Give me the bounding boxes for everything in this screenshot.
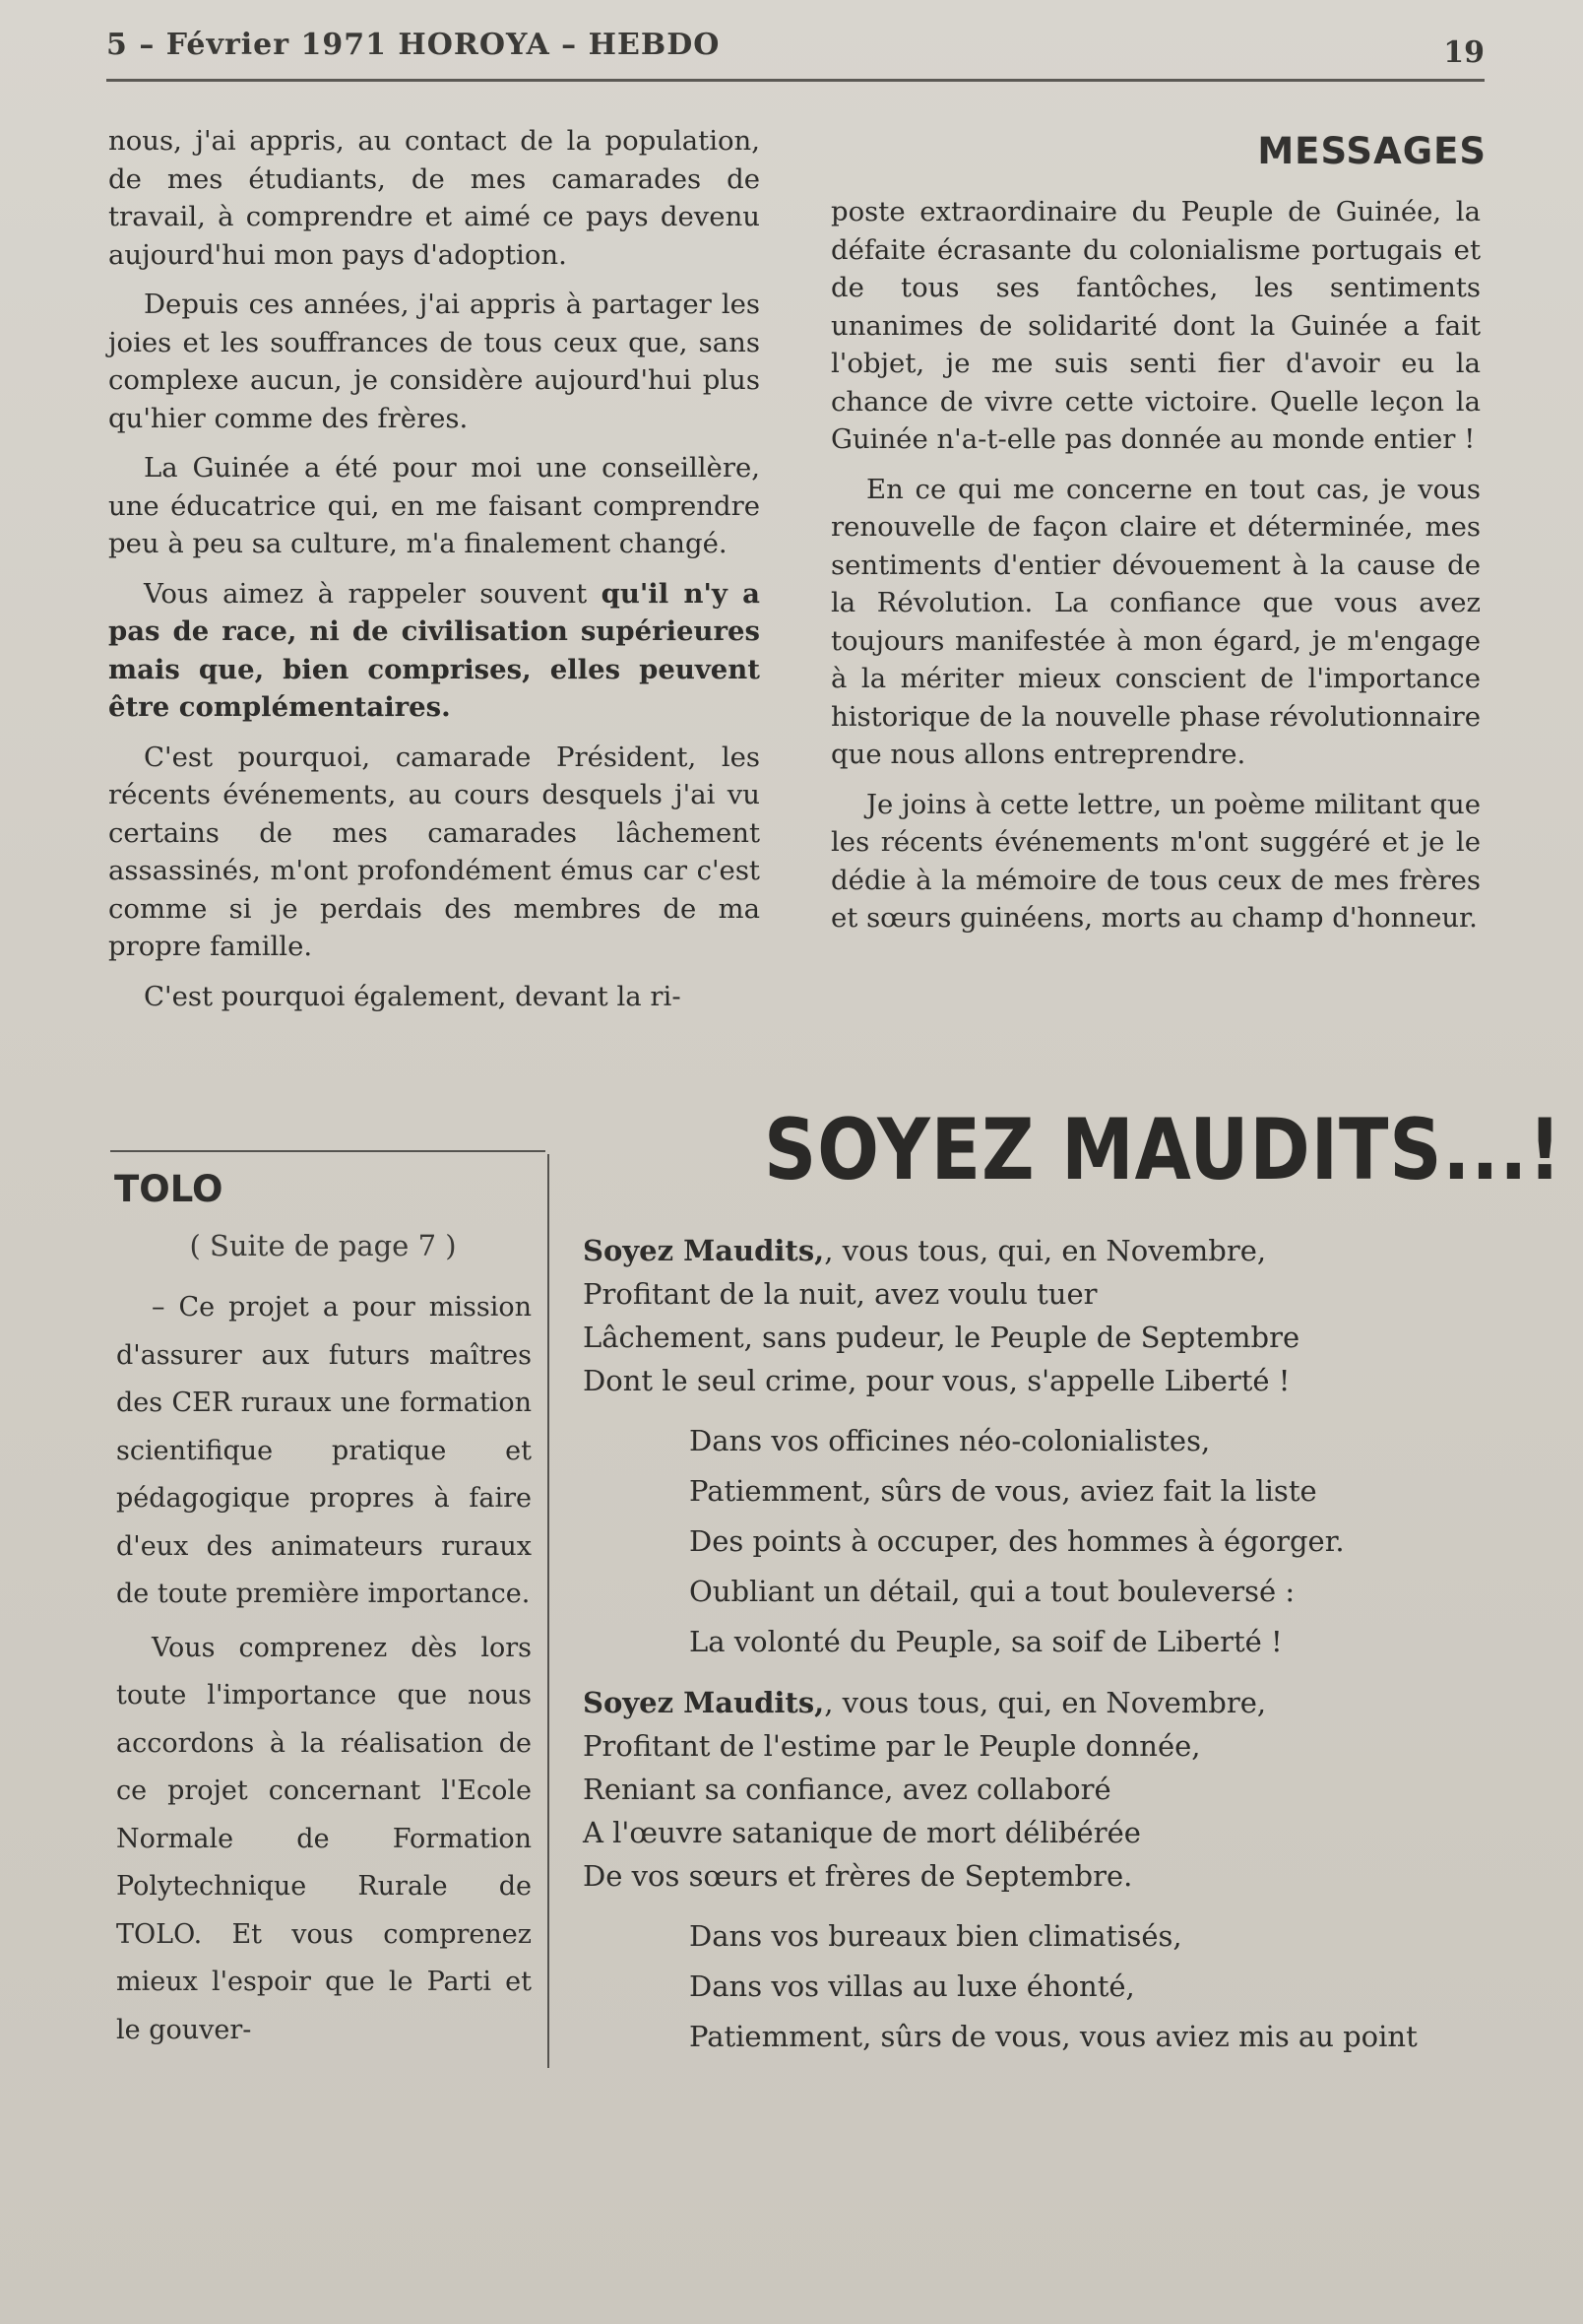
poem-verse: Oubliant un détail, qui a tout bouleversé : <box>689 1575 1296 1608</box>
poem-verse: La volonté du Peuple, sa soif de Liberté ! <box>689 1625 1283 1658</box>
verse-text: , vous tous, qui, en Novembre, <box>824 1686 1267 1719</box>
poem-title: SOYEZ MAUDITS...! <box>764 1101 1562 1199</box>
poem-verse: Lâchement, sans pudeur, le Peuple de Septembre <box>583 1321 1300 1354</box>
poem-verse: Dans vos officines néo-colonialistes, <box>689 1424 1211 1457</box>
poem-verse: Patiemment, sûrs de vous, vous aviez mis au point <box>689 2020 1418 2053</box>
tolo-title: TOLO <box>114 1168 223 1210</box>
paragraph: Depuis ces années, j'ai appris à partager les joies et les souffrances de tous ceux que, sans complexe aucun, je considère aujourd'hui plus qu'hier comme des frères. <box>108 289 760 434</box>
poem-verse: Profitant de l'estime par le Peuple donnée, <box>583 1729 1201 1763</box>
paragraph: En ce qui me concerne en tout cas, je vous renouvelle de façon claire et déterminée, mes sentiments d'entier dévouement à la cause de la Révolution. La confiance que vous avez toujours manifestée à mon égard, je m'engage à la mériter mieux conscient de l'importance historique de la nouvelle phase révolutionnaire que nous allons entreprendre. <box>831 473 1481 770</box>
paragraph-with-emphasis <box>108 575 760 727</box>
sidebar-top-rule <box>110 1150 545 1152</box>
paragraph: poste extraordinaire du Peuple de Guinée, la défaite écrasante du colonialisme portugais et de tous ses fantôches, les sentiments unanimes de solidarité dont la Guinée a fait l'objet, je me suis senti fier d'avoir eu la chance de vivre cette victoire. Quelle leçon la Guinée n'a-t-elle pas donnée au monde entier ! <box>831 196 1481 455</box>
poem-lead-words: Soyez Maudits, <box>583 1686 825 1719</box>
poem-verse: Reniant sa confiance, avez collaboré <box>583 1773 1111 1806</box>
paragraph: C'est pourquoi également, devant la ri- <box>144 980 681 1012</box>
section-heading-messages: MESSAGES <box>1257 130 1487 172</box>
verse-text: , vous tous, qui, en Novembre, <box>824 1234 1267 1267</box>
paragraph: – Ce projet a pour mission d'assurer aux futurs maîtres des CER ruraux une formation scientifique pratique et pédagogique propres à faire d'eux des animateurs ruraux de toute première importance. <box>116 1292 532 1609</box>
tolo-article <box>116 1284 532 2060</box>
poem-verse: De vos sœurs et frères de Septembre. <box>583 1859 1133 1893</box>
poem-verse <box>583 1229 1498 1272</box>
paragraph: Vous comprenez dès lors toute l'importance que nous accordons à la réalisation de ce projet concernant l'Ecole Normale de Formation Polytechnique Rurale de TOLO. Et vous comprenez mieux l'espoir que le Parti et le gouver- <box>116 1632 532 2045</box>
poem <box>583 1229 1498 2076</box>
emphasized-quote: qu'il n'y a pas de race, ni de civilisation supérieures mais que, bien comprises, elles peuvent être complémentaires. <box>108 577 760 723</box>
poem-verse: Dans vos villas au luxe éhonté, <box>689 1969 1135 2003</box>
poem-verse: Dans vos bureaux bien climatisés, <box>689 1919 1182 1953</box>
poem-stanza <box>583 1681 1498 1898</box>
tolo-continuation-note: ( Suite de page 7 ) <box>189 1229 457 1262</box>
poem-verse: Dont le seul crime, pour vous, s'appelle Liberté ! <box>583 1364 1291 1397</box>
paragraph: La Guinée a été pour moi une conseillère, une éducatrice qui, en me faisant comprendre peu à peu sa culture, m'a finalement changé. <box>108 452 760 559</box>
letter-left-column <box>108 122 760 1027</box>
paragraph: Je joins à cette lettre, un poème militant que les récents événements m'ont suggéré et je le dédie à la mémoire de tous ceux de mes frères et sœurs guinéens, morts au champ d'honneur. <box>831 788 1481 934</box>
poem-verse: A l'œuvre satanique de mort délibérée <box>583 1816 1141 1849</box>
paragraph: nous, j'ai appris, au contact de la population, de mes étudiants, de mes camarades de travail, à comprendre et aimé ce pays devenu aujourd'hui mon pays d'adoption. <box>108 125 760 271</box>
poem-stanza <box>583 1229 1498 1402</box>
poem-stanza <box>583 1416 1498 1667</box>
masthead <box>106 22 1485 82</box>
poem-verse <box>583 1681 1498 1724</box>
paragraph-text: Vous aimez à rappeler souvent <box>144 577 602 610</box>
sidebar-vertical-rule <box>547 1154 549 2068</box>
poem-stanza <box>583 1911 1498 2062</box>
letter-right-column <box>831 193 1481 949</box>
poem-verse: Patiemment, sûrs de vous, aviez fait la liste <box>689 1474 1317 1508</box>
poem-verse: Des points à occuper, des hommes à égorger. <box>689 1524 1345 1558</box>
paragraph: C'est pourquoi, camarade Président, les récents événements, au cours desquels j'ai vu certains de mes camarades lâchement assassinés, m'ont profondément émus car c'est comme si je perdais des membres de ma propre famille. <box>108 741 760 962</box>
page-number: 19 <box>1443 35 1485 70</box>
poem-lead-words: Soyez Maudits, <box>583 1234 825 1267</box>
poem-verse: Profitant de la nuit, avez voulu tuer <box>583 1277 1098 1311</box>
masthead-date-title: 5 – Février 1971 HOROYA – HEBDO <box>106 28 721 62</box>
